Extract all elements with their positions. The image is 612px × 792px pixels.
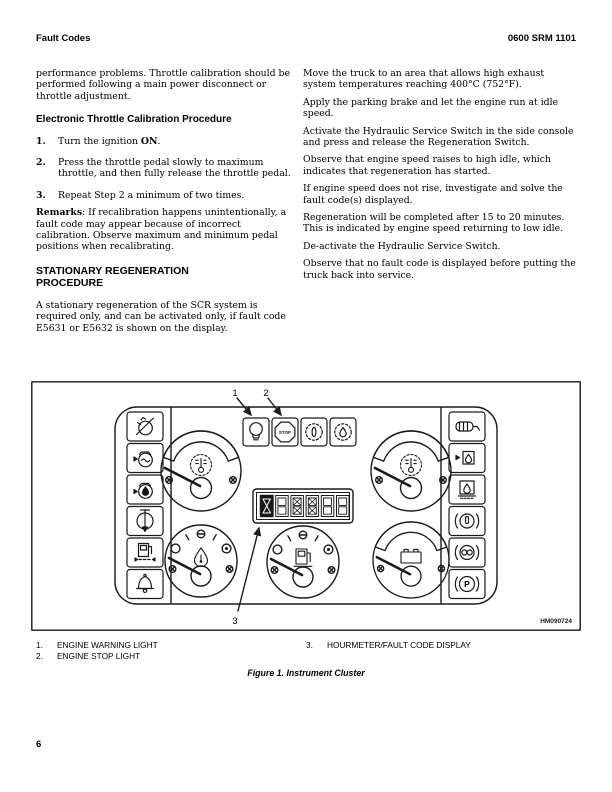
gear-slot-icon	[306, 424, 322, 440]
body-paragraph: Regeneration will be completed after 15 to 20 minutes. This is indicated by engine speed returning to low idle.	[303, 212, 565, 235]
intro-paragraph: performance problems. Throttle calibration should be performed following a main power disconnect or throttle adjustment.	[36, 68, 290, 102]
figure-caption: Figure 1. Instrument Cluster	[247, 668, 365, 678]
step-number: 2.	[36, 157, 46, 169]
air-filter-restriction-icon	[137, 510, 153, 532]
step-text: Repeat Step 2 a minimum of two times.	[58, 189, 245, 201]
left-column	[36, 68, 294, 340]
step-3	[36, 190, 294, 201]
callout-3-label: 3	[232, 616, 238, 627]
body-paragraph: Observe that engine speed raises to high idle, which indicates that regeneration has started.	[303, 154, 551, 177]
parking-label: P	[464, 579, 470, 589]
stationary-regeneration-heading: STATIONARY REGENERATION PROCEDURE	[36, 264, 189, 290]
hydraulic-filter-icon	[456, 452, 474, 465]
legend-item-3: 3. HOURMETER/FAULT CODE DISPLAY	[306, 640, 471, 650]
page-number: 6	[36, 739, 42, 750]
transmission-light	[301, 418, 327, 446]
step-2	[36, 157, 294, 180]
bulb-icon	[250, 423, 263, 440]
legend-item-1: 1. ENGINE WARNING LIGHT	[36, 640, 158, 650]
thermometer-icon	[401, 455, 422, 476]
step-text: Turn the ignition ON.	[58, 135, 161, 147]
battery-gauge	[373, 522, 449, 598]
battery-icon	[401, 549, 421, 563]
brake-temperature-icon	[455, 514, 478, 528]
right-icon-column	[449, 412, 485, 599]
body-paragraph: Move the truck to an area that allows high exhaust system temperatures reaching 400°C (752°F).	[303, 68, 545, 91]
coolant-temperature-gauge	[161, 431, 241, 511]
left-icon-column	[127, 412, 163, 599]
outro-paragraph: A stationary regeneration of the SCR system is required only, and can be activated only, if fault code E5631 or E5632 is shown on the display.	[36, 299, 286, 334]
coolant-level-warning-icon	[137, 418, 154, 435]
callout-3-line	[238, 528, 259, 611]
header-section-title: Fault Codes	[36, 33, 91, 44]
callout-2-label: 2	[263, 388, 269, 399]
thermometer-icon	[191, 455, 212, 476]
gear-drop-icon	[335, 424, 351, 440]
engine-oil-warning-icon	[134, 484, 152, 499]
right-column	[303, 68, 576, 287]
fuel-pump-icon	[294, 549, 312, 566]
brake-wear-icon	[455, 546, 478, 560]
oil-drop-icon	[195, 548, 208, 567]
seat-belt-warning-icon	[137, 574, 154, 592]
instrument-cluster-figure	[31, 381, 581, 631]
fuel-gauge	[267, 526, 339, 598]
header-doc-number: 0600 SRM 1101	[507, 33, 576, 44]
stop-label: STOP	[278, 429, 292, 435]
instrument-cluster-drawing	[31, 381, 581, 631]
figure-legend	[36, 640, 576, 666]
oil-temperature-gauge	[165, 525, 237, 597]
step-1	[36, 136, 294, 147]
transmission-temperature-gauge	[371, 431, 451, 511]
step-text: Press the throttle pedal slowly to maximum throttle, and then fully release the throttle pedal.	[58, 157, 291, 180]
remarks-paragraph: Remarks: If recalibration happens unintentionally, a fault code may appear because of incorrect calibration. Observe maximum and minimum pedal positions when recalibrating.	[36, 207, 287, 253]
throttle-calibration-heading: Electronic Throttle Calibration Procedure	[36, 114, 232, 126]
indicator-lights-row	[243, 418, 356, 446]
body-paragraph: Observe that no fault code is displayed before putting the truck back into service.	[303, 258, 576, 281]
transmission-oil-icon	[459, 481, 476, 498]
figure-ref-code: HM090724	[540, 618, 572, 625]
body-paragraph: If engine speed does not rise, investigate and solve the fault code(s) displayed.	[303, 183, 563, 206]
hourmeter-display	[253, 489, 353, 523]
transmission-oil-light	[330, 418, 356, 446]
display-cells	[276, 496, 349, 517]
callout-1-label: 1	[232, 388, 238, 399]
step-number: 3.	[36, 189, 46, 201]
step-number: 1.	[36, 135, 46, 147]
exhaust-muffler-icon	[456, 422, 480, 431]
fuel-level-warning-icon	[135, 544, 155, 562]
coolant-temperature-warning-icon	[134, 452, 152, 467]
body-paragraph: De-activate the Hydraulic Service Switch.	[303, 240, 501, 252]
body-paragraph: Apply the parking brake and let the engine run at idle speed.	[303, 96, 559, 120]
legend-item-2: 2. ENGINE STOP LIGHT	[36, 651, 141, 661]
body-paragraph: Activate the Hydraulic Service Switch in the side console and press and release the Regeneration Switch.	[303, 125, 574, 149]
running-header	[36, 33, 576, 44]
